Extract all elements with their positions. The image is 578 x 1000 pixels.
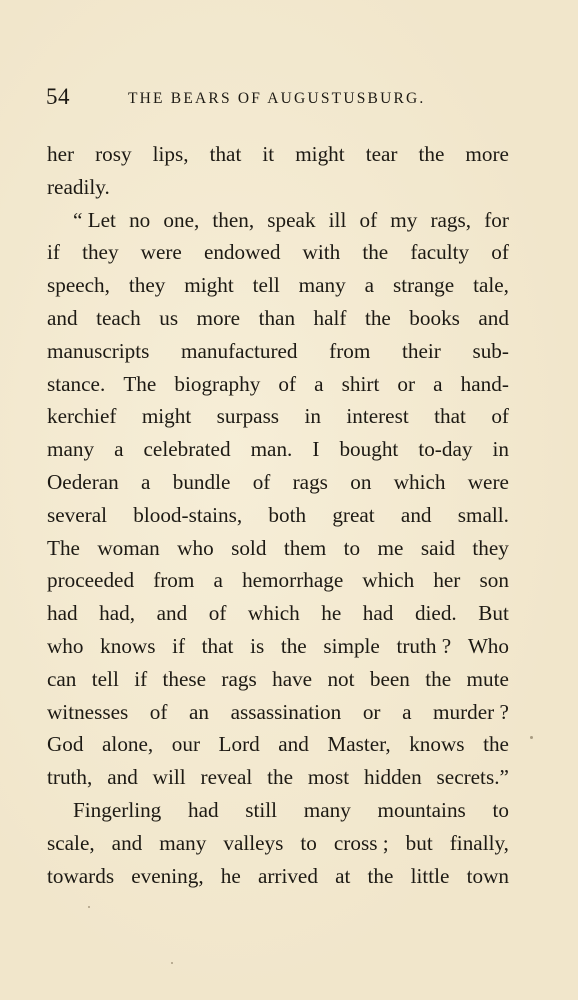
word: strange [392, 273, 455, 298]
word: them [283, 535, 327, 560]
word: rags [221, 666, 257, 691]
text-line [47, 663, 509, 696]
word: her [47, 142, 75, 166]
word: alone, [102, 732, 154, 757]
word: more [465, 142, 509, 166]
word: scale, [47, 830, 95, 855]
word: but [405, 830, 433, 855]
word: for [484, 207, 509, 232]
word: might [141, 404, 192, 429]
word: faculty [410, 240, 470, 265]
word: The [123, 371, 157, 396]
text-line [47, 564, 509, 597]
word: stance. [47, 371, 106, 396]
word: knows [100, 633, 156, 658]
word: truth ? [396, 633, 452, 658]
word: most [307, 765, 350, 790]
word: hand- [460, 371, 509, 396]
word: many [47, 437, 95, 462]
text-line [47, 335, 509, 368]
text-line [47, 827, 509, 860]
text-line [47, 138, 509, 171]
word: if [172, 633, 186, 658]
word: rags, [430, 207, 472, 232]
word: small. [457, 502, 509, 527]
word: woman [97, 535, 160, 560]
word: a [364, 273, 375, 298]
word: tell [91, 666, 119, 691]
word: great [332, 502, 375, 527]
word: of [208, 601, 227, 626]
text-line [47, 204, 509, 237]
word: several [47, 502, 107, 527]
word: son [479, 568, 509, 593]
word: assassination [230, 699, 342, 724]
word: Fingerling [73, 797, 162, 822]
text-line [47, 499, 509, 532]
word: bought [339, 437, 399, 462]
word: many [159, 830, 207, 855]
word: “ Let [73, 207, 116, 232]
word: manuscripts [47, 338, 150, 363]
word: said [420, 535, 455, 560]
word: us [159, 305, 179, 330]
word: have [272, 666, 313, 691]
running-title: THE BEARS OF AUGUSTUSBURG. [128, 90, 426, 107]
text-line [47, 236, 509, 269]
word: one, [163, 207, 200, 232]
word: can [47, 666, 77, 691]
word: were [140, 240, 182, 265]
text-line [47, 171, 509, 204]
word: the [367, 863, 394, 888]
word: and [47, 305, 78, 330]
word: which [362, 568, 415, 593]
word: from [329, 338, 371, 363]
word: valleys [223, 830, 284, 855]
word: to [300, 830, 317, 855]
word: kerchief [47, 404, 117, 429]
page-number: 54 [46, 84, 70, 109]
word: in [492, 437, 509, 462]
word: tear [365, 142, 398, 166]
word: the [364, 305, 391, 330]
text-line [47, 433, 509, 466]
word: The [47, 535, 80, 560]
word: had, [99, 601, 136, 626]
word: then, [212, 207, 255, 232]
word: speak [267, 207, 316, 232]
word: Lord [218, 732, 260, 757]
word: But [478, 601, 509, 626]
word: on [350, 469, 372, 494]
word: town [466, 863, 509, 888]
text-line [47, 532, 509, 565]
word: mute [466, 666, 509, 691]
word: to [343, 535, 361, 560]
word: hidden [364, 765, 422, 790]
word: to-day [418, 437, 473, 462]
word: truth, [47, 765, 93, 790]
word: sub- [472, 338, 509, 363]
body-text [47, 138, 509, 892]
word: books [409, 305, 460, 330]
word: or [397, 371, 416, 396]
word: speech, [47, 273, 110, 298]
word: manufactured [181, 338, 298, 363]
word: of [491, 404, 509, 429]
word: no [129, 207, 151, 232]
word: had [362, 601, 394, 626]
word: of [278, 371, 297, 396]
text-line [47, 860, 509, 893]
word: lips, [152, 142, 189, 166]
word: he [220, 863, 241, 888]
word: and [107, 765, 138, 790]
word: of [491, 240, 509, 265]
text-line [47, 302, 509, 335]
word: tale, [473, 273, 509, 298]
word: at [335, 863, 351, 888]
word: my [390, 207, 418, 232]
word: mountains [377, 797, 466, 822]
word: man. [250, 437, 293, 462]
word: it [262, 142, 275, 166]
word: readily. [47, 174, 110, 199]
text-line [47, 794, 509, 827]
word: the [267, 765, 294, 790]
word: of [359, 207, 378, 232]
word: the [425, 666, 452, 691]
word: endowed [203, 240, 281, 265]
page-header [46, 84, 511, 116]
word: had [47, 601, 78, 626]
word: hemorrhage [242, 568, 344, 593]
word: a [213, 568, 223, 593]
word: evening, [131, 863, 204, 888]
word: they [472, 535, 509, 560]
word: our [171, 732, 200, 757]
word: and [400, 502, 432, 527]
word: many [298, 273, 346, 298]
word: of [149, 699, 168, 724]
text-line [47, 728, 509, 761]
word: both [268, 502, 307, 527]
word: cross ; [333, 830, 389, 855]
word: died. [414, 601, 457, 626]
word: I [312, 437, 320, 462]
word: bundle [172, 469, 231, 494]
text-line [47, 269, 509, 302]
word: God [47, 732, 84, 757]
word: arrived [257, 863, 318, 888]
word: more [196, 305, 241, 330]
word: me [377, 535, 404, 560]
word: than [258, 305, 296, 330]
word: of [252, 469, 271, 494]
paper-speck [530, 736, 533, 739]
word: might [184, 273, 234, 298]
word: a [141, 469, 151, 494]
word: surpass [216, 404, 280, 429]
word: a [433, 371, 443, 396]
word: been [369, 666, 410, 691]
word: secrets.” [436, 765, 509, 790]
word: rags [292, 469, 328, 494]
word: with [302, 240, 341, 265]
word: in [304, 404, 321, 429]
word: were [467, 469, 509, 494]
word: from [153, 568, 195, 593]
word: Who [467, 633, 509, 658]
text-line [47, 630, 509, 663]
word: towards [47, 863, 115, 888]
word: and [111, 830, 143, 855]
word: knows [409, 732, 465, 757]
word: these [162, 666, 207, 691]
word: a [402, 699, 412, 724]
word: or [362, 699, 381, 724]
word: proceeded [47, 568, 135, 593]
word: an [189, 699, 210, 724]
word: will [152, 765, 186, 790]
word: blood-stains, [133, 502, 243, 527]
word: a [314, 371, 324, 396]
text-line [47, 597, 509, 630]
word: that [434, 404, 466, 429]
word: is [250, 633, 265, 658]
text-line [47, 761, 509, 794]
text-line [47, 368, 509, 401]
paper-speck [171, 962, 173, 964]
word: that [209, 142, 242, 166]
word: they [128, 273, 166, 298]
word: Master, [327, 732, 391, 757]
word: they [82, 240, 119, 265]
word: and [478, 305, 509, 330]
word: tell [252, 273, 280, 298]
word: and [156, 601, 188, 626]
word: reveal [200, 765, 253, 790]
word: finally, [449, 830, 509, 855]
paper-speck [88, 906, 90, 908]
word: not [327, 666, 355, 691]
word: a [114, 437, 124, 462]
word: celebrated [143, 437, 231, 462]
word: which [247, 601, 300, 626]
word: witnesses [47, 699, 129, 724]
word: biography [174, 371, 261, 396]
text-line [47, 466, 509, 499]
word: half [313, 305, 347, 330]
word: the [362, 240, 389, 265]
word: had [187, 797, 219, 822]
word: shirt [341, 371, 380, 396]
word: and [278, 732, 309, 757]
word: who [177, 535, 214, 560]
text-line [47, 696, 509, 729]
word: little [410, 863, 450, 888]
text-line [47, 400, 509, 433]
word: murder ? [433, 699, 509, 724]
word: if [47, 240, 60, 265]
word: might [295, 142, 345, 166]
word: he [321, 601, 342, 626]
word: who [47, 633, 84, 658]
word: interest [346, 404, 409, 429]
word: Oederan [47, 469, 119, 494]
word: if [134, 666, 148, 691]
word: which [393, 469, 446, 494]
word: rosy [95, 142, 132, 166]
word: still [245, 797, 278, 822]
word: the [483, 732, 509, 757]
word: her [433, 568, 461, 593]
word: the [280, 633, 307, 658]
word: to [492, 797, 509, 822]
word: teach [96, 305, 141, 330]
word: sold [231, 535, 267, 560]
word: their [401, 338, 441, 363]
word: many [303, 797, 351, 822]
word: that [201, 633, 234, 658]
word: simple [323, 633, 380, 658]
word: the [418, 142, 445, 166]
word: ill [328, 207, 347, 232]
